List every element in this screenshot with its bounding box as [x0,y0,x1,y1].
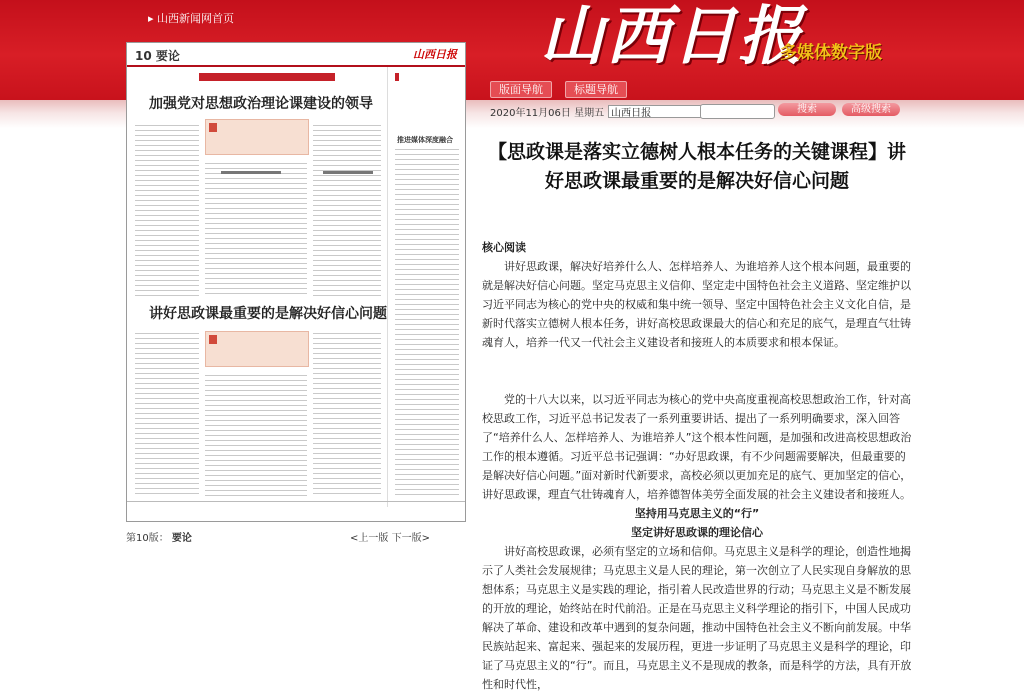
text-column [395,147,459,497]
article-paragraph-2: 讲好高校思政课，必须有坚定的立场和信仰。马克思主义是科学的理论，创造性地揭示了人类社会发展规律；马克思主义是人民的理论，第一次创立了人民实现自身解放的思想体系；马克思主义是实践的理论，指引着人民改造世界的行动；马克思主义是不断发展的开放的理论，始终站在时代前沿。正是在马克思主义科学理论的指引下，中国人民成功解决了革命、建设和改革中遇到的复杂问题，推动中国特色社会主义不断向前发展。中华民族站起来、富起来、强起来的发展历程，更进一步证明了马克思主义是科学的理论，印证了马克思主义的“行”。而且，马克思主义不是现成的教条，而是科学的方法，具有开放性和时代性， [482,545,912,691]
paragraph-gap [482,352,912,390]
paper-select-value: 山西日报 [611,108,652,119]
core-heading: 核心阅读 [482,241,526,254]
article-body [482,238,912,694]
prev-page-link[interactable]: <上一版 [350,533,389,544]
quote-icon [209,335,217,344]
core-paragraph: 讲好思政课，解决好培养什么人、怎样培养人、为谁培养人这个根本问题，最重要的就是解决好信心问题。坚定马克思主义信仰、坚定走中国特色社会主义道路、坚定维护以习近平同志为核心的党中央的权威和集中统一领导、坚定中国特色社会主义文化自信，是新时代落实立德树人根本任务，讲好高校思政课最大的信心和充足的底气，是理直气壮铸魂育人，培养一代又一代社会主义建设者和接班人的本质要求和根本保证。 [482,260,911,349]
paper-page-header [127,43,465,67]
paper-callout-2 [205,331,309,367]
advanced-search-button[interactable]: 高级搜索 [842,103,900,116]
paper-article-title-1[interactable]: 加强党对思想政治理论课建设的领导 [149,96,373,112]
text-column [205,161,307,298]
quote-icon [209,123,217,132]
text-column [205,373,307,497]
pager [350,529,430,544]
next-page-link[interactable]: 下一版> [391,533,430,544]
search-input[interactable] [700,104,775,119]
text-column [135,331,199,497]
paper-footer-line [127,501,465,502]
layout-nav-button[interactable]: 版面导航 [490,81,552,98]
caption-page: 第10版： [126,533,169,544]
titles-nav-button[interactable]: 标题导航 [565,81,627,98]
sub-heading-1: 坚持用马克思主义的“行” [634,507,760,520]
date-toolbar [490,104,718,119]
text-column [313,123,381,298]
home-link[interactable]: ▸ 山西新闻网首页 [148,12,235,25]
column-divider [387,67,388,507]
paper-section-tag [199,73,335,81]
caption-section: 要论 [171,533,192,544]
paper-page-label: 10 要论 [135,49,180,63]
paper-subheading [221,171,281,174]
text-column [313,331,381,497]
paper-subheading [323,171,373,174]
issue-date: 2020年11月06日 星期五 [490,108,605,119]
text-column [135,123,199,298]
search-button[interactable]: 搜索 [778,103,836,116]
home-link-label[interactable]: 山西新闻网首页 [157,12,235,25]
paper-side-tag [395,73,399,81]
brand-logo: 山西日报 [540,0,804,74]
paper-side-title[interactable]: 推进媒体深度融合 [397,136,453,144]
article-title: 【思政课是落实立德树人根本任务的关键课程】讲好思政课最重要的是解决好信心问题 [487,141,906,192]
newspaper-page-thumbnail[interactable] [126,42,466,522]
page-caption [126,529,192,544]
paper-logo: 山西日报 [413,48,457,61]
paper-callout-1 [205,119,309,155]
brand-subtitle: 多媒体数字版 [780,43,882,63]
article-paragraph-1: 党的十八大以来，以习近平同志为核心的党中央高度重视高校思想政治工作，针对高校思政工作，习近平总书记发表了一系列重要讲话、提出了一系列明确要求，深入回答了“培养什么人、怎样培养人、为谁培养人”这个根本性问题，是加强和改进高校思想政治工作的根本遵循。习近平总书记强调：“办好思政课，有不少问题需要解决，但最重要的是解决好信心问题。”面对新时代新要求，高校必须以更加充足的底气、更加坚定的信心，讲好思政课，理直气壮铸魂育人，培养德智体美劳全面发展的社会主义建设者和接班人。 [482,393,912,501]
sub-heading-2: 坚定讲好思政课的理论信心 [631,526,763,539]
paper-article-title-2[interactable]: 讲好思政课最重要的是解决好信心问题 [149,306,387,322]
